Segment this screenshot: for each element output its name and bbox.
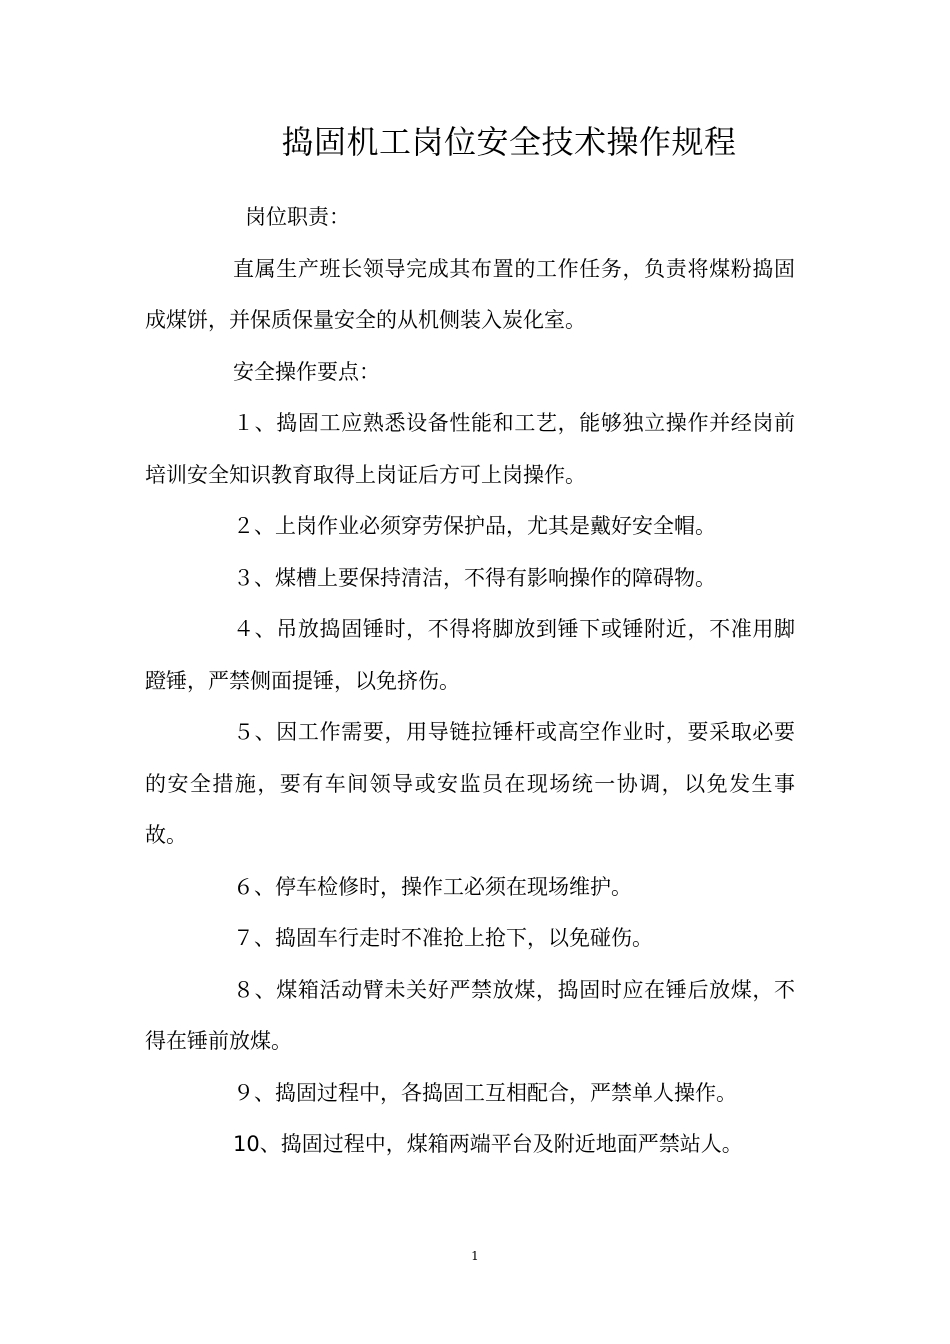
safety-item-6: ６、停车检修时，操作工必须在现场维护。 [233,874,632,899]
document-title: 捣固机工岗位安全技术操作规程 [281,123,737,161]
safety-item-5: ５、因工作需要，用导链拉锤杆或高空作业时，要采取必要的安全措施，要有车间领导或安监员在现场统一协调，以免发生事故。 [145,720,795,847]
safety-item-1: １、捣固工应熟悉设备性能和工艺，能够独立操作并经岗前培训安全知识教育取得上岗证后方可上岗操作。 [145,411,795,487]
safety-item-3: ３、煤槽上要保持清洁，不得有影响操作的障碍物。 [233,565,716,590]
safety-item-7: ７、捣固车行走时不准抢上抢下，以免碰伤。 [233,926,653,950]
safety-item-8: ８、煤箱活动臂未关好严禁放煤，捣固时应在锤后放煤，不得在锤前放煤。 [145,977,795,1053]
safety-item-2: ２、上岗作业必须穿劳保护品，尤其是戴好安全帽。 [233,514,716,538]
page-number: 1 [471,1249,479,1263]
section-heading-duties: 岗位职责： [245,205,350,229]
document-body [145,192,795,1171]
paragraph-duties: 直属生产班长领导完成其布置的工作任务，负责将煤粉捣固成煤饼，并保质保量安全的从机侧装入炭化室。 [145,256,795,332]
safety-item-10: 10、捣固过程中，煤箱两端平台及附近地面严禁站人。 [233,1132,743,1156]
section-heading-safety-points: 安全操作要点： [233,359,380,384]
safety-item-4: ４、吊放捣固锤时，不得将脚放到锤下或锤附近，不准用脚蹬锤，严禁侧面提锤，以免挤伤。 [145,617,795,693]
safety-item-9: ９、捣固过程中，各捣固工互相配合，严禁单人操作。 [233,1080,737,1105]
